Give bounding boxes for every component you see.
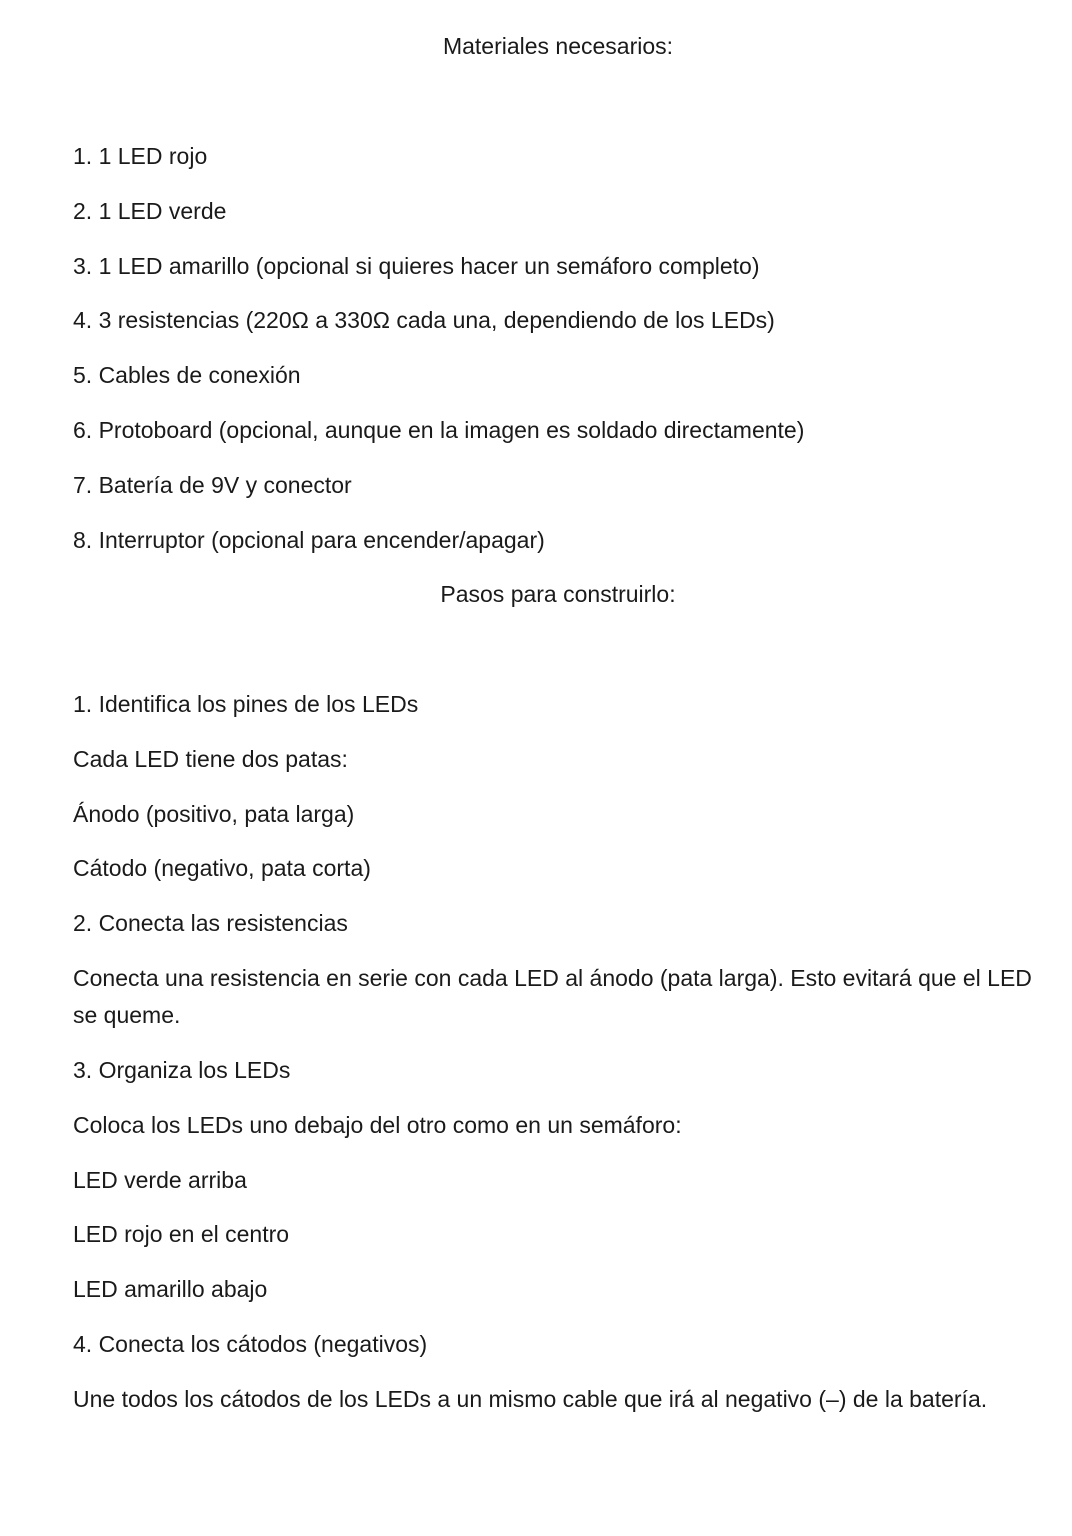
material-item-1: 1. 1 LED rojo [73,143,208,169]
step3-line-3: LED rojo en el centro [73,1221,290,1247]
step4-text: Une todos los cátodos de los LEDs a un mismo cable que irá al negativo (–) de la batería. [73,1386,988,1412]
step4-title: 4. Conecta los cátodos (negativos) [73,1331,428,1357]
step1-line-1: Cada LED tiene dos patas: [73,746,348,772]
step3-line-1: Coloca los LEDs uno debajo del otro como en un semáforo: [73,1112,682,1138]
step2-text: Conecta una resistencia en serie con cada LED al ánodo (pata larga). Esto evitará que el LED se queme. [73,965,1032,1028]
material-item-8: 8. Interruptor (opcional para encender/apagar) [73,527,545,553]
material-item-2: 2. 1 LED verde [73,198,227,224]
material-item-3: 3. 1 LED amarillo (opcional si quieres hacer un semáforo completo) [73,253,760,279]
step1-title: 1. Identifica los pines de los LEDs [73,691,419,717]
material-item-6: 6. Protoboard (opcional, aunque en la imagen es soldado directamente) [73,417,805,443]
material-item-7: 7. Batería de 9V y conector [73,472,352,498]
step2-title: 2. Conecta las resistencias [73,910,348,936]
step3-title: 3. Organiza los LEDs [73,1057,291,1083]
step3-line-4: LED amarillo abajo [73,1276,268,1302]
material-item-5: 5. Cables de conexión [73,362,301,388]
step1-line-2: Ánodo (positivo, pata larga) [73,801,355,827]
step1-line-3: Cátodo (negativo, pata corta) [73,855,371,881]
step3-line-2: LED verde arriba [73,1167,247,1193]
steps-heading: Pasos para construirlo: [440,581,676,607]
material-item-4: 4. 3 resistencias (220Ω a 330Ω cada una, dependiendo de los LEDs) [73,307,775,333]
materials-heading: Materiales necesarios: [442,33,674,59]
